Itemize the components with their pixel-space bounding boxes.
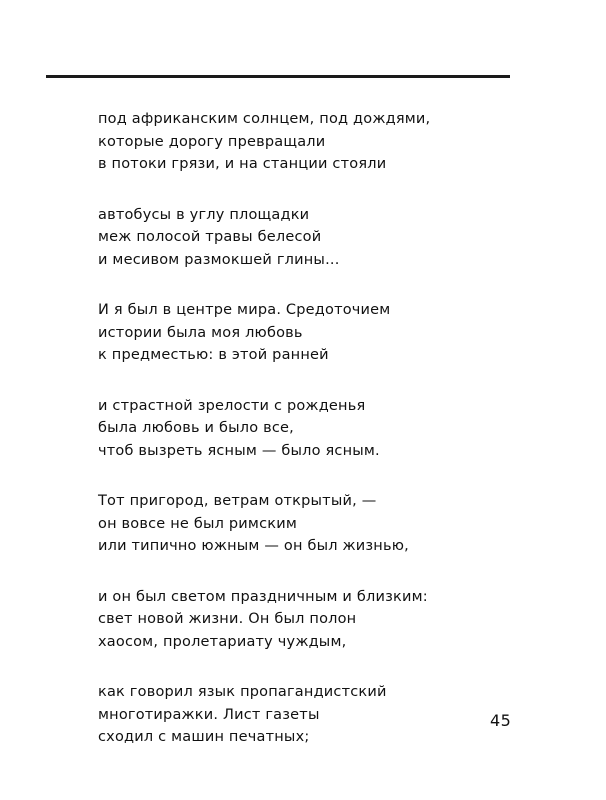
poem-line: к предместью: в этой ранней: [98, 347, 329, 363]
poem-line: под африканским солнцем, под дождями,: [98, 111, 431, 127]
stanza-7: [98, 681, 528, 749]
poem-line: как говорил язык пропагандистский: [98, 684, 387, 700]
stanza-5: [98, 490, 528, 558]
stanza-1: [98, 108, 528, 176]
poem-line: в потоки грязи, и на станции стояли: [98, 156, 387, 172]
poem-line: И я был в центре мира. Средоточием: [98, 302, 391, 318]
poem-line: чтоб вызреть ясным — было ясным.: [98, 442, 380, 459]
stanza-2: [98, 204, 528, 272]
poem-line: автобусы в углу площадки: [98, 206, 310, 223]
top-rule: [46, 75, 510, 78]
stanza-4: [98, 395, 528, 463]
poem-line: свет новой жизни. Он был полон: [98, 611, 357, 627]
poem-line: или типично южным — он был жизнью,: [98, 538, 409, 554]
page-number: 45: [490, 711, 512, 730]
poem-line: Тот пригород, ветрам открытый, —: [98, 493, 377, 509]
stanza-3: [98, 299, 528, 367]
stanza-6: [98, 586, 528, 654]
poem-line: сходил с машин печатных;: [98, 729, 310, 745]
poem-line: была любовь и было все,: [98, 420, 294, 436]
poem-line: многотиражки. Лист газеты: [98, 706, 320, 723]
poem-text: [98, 108, 528, 777]
poem-line: и месивом размокшей глины...: [98, 251, 340, 268]
poem-line: истории была моя любовь: [98, 324, 303, 341]
poem-line: меж полосой травы белесой: [98, 229, 322, 245]
poem-line: хаосом, пролетариату чуждым,: [98, 633, 347, 650]
poem-line: и страстной зрелости с рожденья: [98, 397, 366, 414]
poem-line: и он был светом праздничным и близким:: [98, 588, 428, 605]
poem-line: которые дорогу превращали: [98, 133, 326, 150]
poem-line: он вовсе не был римским: [98, 515, 297, 532]
